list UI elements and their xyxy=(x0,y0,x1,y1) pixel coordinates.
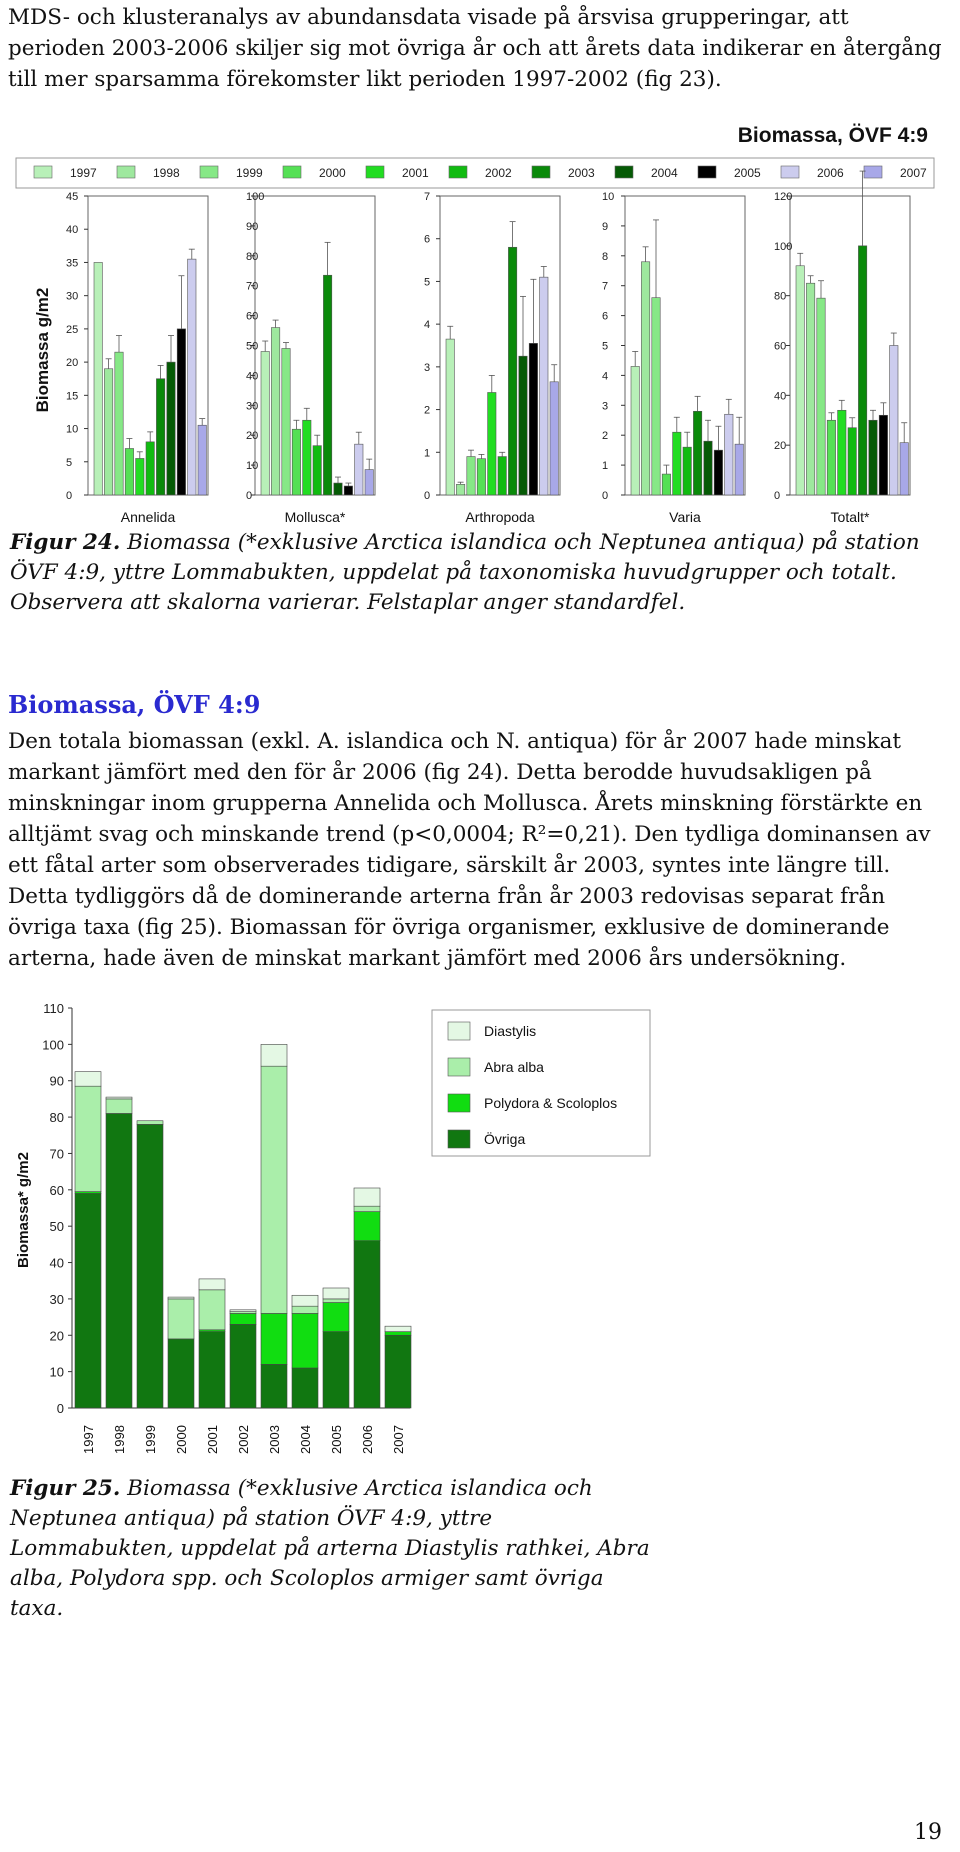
bar xyxy=(313,446,321,495)
bar xyxy=(167,362,175,495)
legend-label: 1997 xyxy=(70,166,97,180)
bar xyxy=(477,459,485,495)
y-tick-label: 5 xyxy=(66,456,73,469)
bar-segment xyxy=(385,1326,411,1331)
bar xyxy=(303,420,311,495)
y-tick-label: 9 xyxy=(602,220,609,233)
bar xyxy=(292,429,300,495)
bar xyxy=(827,420,835,495)
panel-label: Mollusca* xyxy=(284,509,346,525)
bar-segment xyxy=(385,1332,411,1336)
bar xyxy=(355,444,363,495)
y-tick-label: 25 xyxy=(66,323,79,336)
x-tick-label: 2005 xyxy=(329,1425,344,1454)
bar xyxy=(540,277,548,495)
legend-label: 2003 xyxy=(568,166,595,180)
legend-label: Abra alba xyxy=(484,1059,544,1075)
y-tick-label: 20 xyxy=(49,1328,64,1344)
bar xyxy=(323,275,331,495)
bar xyxy=(796,266,804,495)
legend-swatch xyxy=(283,166,301,178)
bar-segment xyxy=(292,1368,318,1408)
bar-segment xyxy=(168,1339,194,1408)
legend-swatch xyxy=(448,1094,470,1112)
y-tick-label: 1 xyxy=(424,447,431,460)
bar xyxy=(652,298,660,495)
bar-segment xyxy=(199,1290,225,1330)
x-tick-label: 2006 xyxy=(360,1425,375,1454)
y-tick-label: 90 xyxy=(49,1073,64,1089)
y-tick-label: 80 xyxy=(246,250,259,263)
x-tick-label: 2003 xyxy=(267,1425,282,1454)
x-tick-label: 1997 xyxy=(81,1425,96,1454)
bar-segment xyxy=(230,1313,256,1324)
bar-segment xyxy=(199,1332,225,1408)
y-tick-label: 3 xyxy=(424,361,431,374)
bar xyxy=(693,411,701,495)
y-tick-label: 70 xyxy=(49,1146,64,1162)
bar xyxy=(446,339,454,495)
y-tick-label: 30 xyxy=(66,290,79,303)
bar-segment xyxy=(168,1299,194,1339)
y-tick-label: 0 xyxy=(602,490,609,502)
y-tick-label: 100 xyxy=(774,240,793,253)
y-tick-label: 10 xyxy=(66,423,79,436)
legend-label: 2002 xyxy=(485,166,512,180)
y-tick-label: 4 xyxy=(424,319,431,332)
bar xyxy=(125,448,133,495)
bar xyxy=(156,379,164,495)
y-tick-label: 40 xyxy=(774,390,787,403)
bar-segment xyxy=(75,1086,101,1191)
page-number: 19 xyxy=(914,1820,942,1845)
y-tick-label: 10 xyxy=(602,191,615,203)
bar xyxy=(271,328,279,495)
bar-segment xyxy=(323,1303,349,1332)
section-heading: Biomassa, ÖVF 4:9 xyxy=(8,690,261,719)
bar xyxy=(879,415,887,495)
bar xyxy=(498,457,506,495)
y-tick-label: 100 xyxy=(246,191,265,203)
figure-25-chart xyxy=(0,1000,960,1480)
y-tick-label: 2 xyxy=(602,430,609,443)
y-tick-label: 30 xyxy=(49,1291,64,1307)
y-tick-label: 15 xyxy=(66,390,79,403)
bar xyxy=(683,447,691,495)
bar xyxy=(858,246,866,495)
bar-segment xyxy=(292,1306,318,1313)
bar xyxy=(869,420,877,495)
bar xyxy=(467,457,475,495)
bar-segment xyxy=(261,1364,287,1408)
panel-mollusca xyxy=(246,191,375,525)
panel-label: Annelida xyxy=(120,509,176,525)
figure-25-caption-text: Biomassa (*exklusive Arctica islandica och Neptunea antiqua) på station ÖVF 4:9, yttre Lommabukten, uppdelat på arterna Diastylis rathkei, Abra alba, Polydora spp. och Scoloplos armiger samt övriga taxa. xyxy=(10,1476,650,1621)
legend xyxy=(432,1010,650,1156)
x-tick-label: 2004 xyxy=(298,1425,313,1454)
bar xyxy=(508,247,516,495)
bar xyxy=(529,343,537,495)
legend-label: 2004 xyxy=(651,166,678,180)
bar-segment xyxy=(106,1113,132,1408)
bar xyxy=(519,356,527,495)
legend-swatch xyxy=(34,166,52,178)
bar xyxy=(848,428,856,495)
legend-swatch xyxy=(615,166,633,178)
y-tick-label: 6 xyxy=(602,310,609,323)
y-tick-label: 0 xyxy=(774,490,781,502)
y-axis-label: Biomassa g/m2 xyxy=(33,287,52,413)
legend-label: Diastylis xyxy=(484,1023,537,1039)
y-tick-label: 20 xyxy=(66,357,79,370)
bar xyxy=(365,470,373,495)
bar xyxy=(282,348,290,495)
bar xyxy=(550,382,558,495)
bar-segment xyxy=(292,1313,318,1368)
bar xyxy=(136,458,144,495)
panel-label: Totalt* xyxy=(830,509,870,525)
legend-label: Polydora & Scoloplos xyxy=(484,1095,618,1111)
y-tick-label: 0 xyxy=(424,490,431,502)
bar xyxy=(334,483,342,495)
y-tick-label: 90 xyxy=(246,220,259,233)
y-tick-label: 80 xyxy=(774,290,787,303)
y-axis-label: Biomassa* g/m2 xyxy=(15,1152,32,1268)
bar xyxy=(344,486,352,495)
y-tick-label: 70 xyxy=(246,280,259,293)
bar-segment xyxy=(261,1313,287,1364)
y-tick-label: 50 xyxy=(49,1219,64,1235)
legend-swatch xyxy=(117,166,135,178)
y-tick-label: 60 xyxy=(246,310,259,323)
x-tick-label: 2007 xyxy=(391,1425,406,1454)
y-tick-label: 5 xyxy=(424,276,431,289)
y-tick-label: 60 xyxy=(774,340,787,353)
bar-segment xyxy=(106,1097,132,1099)
bar xyxy=(714,450,722,495)
legend-label: Övriga xyxy=(484,1131,526,1147)
bar xyxy=(900,443,908,495)
x-tick-label: 2001 xyxy=(205,1425,220,1454)
y-tick-label: 45 xyxy=(66,191,79,203)
legend-swatch xyxy=(448,1130,470,1148)
bar xyxy=(673,432,681,495)
y-tick-label: 3 xyxy=(602,400,609,413)
bar-segment xyxy=(354,1241,380,1408)
y-tick-label: 40 xyxy=(66,224,79,237)
y-tick-label: 5 xyxy=(602,340,609,353)
legend-swatch xyxy=(200,166,218,178)
figure-25-caption-label: Figur 25. xyxy=(10,1476,121,1501)
bar-segment xyxy=(199,1279,225,1290)
y-tick-label: 40 xyxy=(49,1255,64,1271)
figure-25-caption xyxy=(10,1474,650,1624)
y-tick-label: 0 xyxy=(66,490,73,502)
bar xyxy=(838,410,846,495)
y-tick-label: 8 xyxy=(602,250,609,263)
legend-swatch xyxy=(448,1022,470,1040)
bar-segment xyxy=(354,1188,380,1206)
bar-segment xyxy=(354,1206,380,1211)
legend-swatch xyxy=(448,1058,470,1076)
bar-segment xyxy=(230,1324,256,1408)
panel-annelida xyxy=(66,191,208,525)
y-tick-label: 120 xyxy=(774,191,793,203)
y-tick-label: 6 xyxy=(424,233,431,246)
bar xyxy=(641,262,649,495)
y-tick-label: 20 xyxy=(774,440,787,453)
y-tick-label: 1 xyxy=(602,460,609,473)
y-tick-label: 10 xyxy=(49,1364,64,1380)
bar xyxy=(94,262,102,495)
legend-swatch xyxy=(532,166,550,178)
y-tick-label: 20 xyxy=(246,430,259,443)
chart-title: Biomassa, ÖVF 4:9 xyxy=(737,124,928,147)
bar xyxy=(817,298,825,495)
y-tick-label: 60 xyxy=(49,1182,64,1198)
figure-24-caption xyxy=(10,528,940,618)
bar xyxy=(177,329,185,495)
bar-segment xyxy=(230,1310,256,1312)
bar xyxy=(456,484,464,495)
bar-segment xyxy=(168,1297,194,1299)
y-tick-label: 40 xyxy=(246,370,259,383)
legend-swatch xyxy=(864,166,882,178)
x-tick-label: 2002 xyxy=(236,1425,251,1454)
y-tick-label: 7 xyxy=(424,191,431,203)
bar xyxy=(662,474,670,495)
bar xyxy=(198,425,206,495)
y-tick-label: 7 xyxy=(602,280,609,293)
y-tick-label: 0 xyxy=(56,1401,64,1416)
legend-label: 1999 xyxy=(236,166,263,180)
y-tick-label: 35 xyxy=(66,257,79,270)
y-tick-label: 10 xyxy=(246,460,259,473)
bar xyxy=(890,346,898,496)
panel-label: Varia xyxy=(669,509,701,525)
legend-label: 1998 xyxy=(153,166,180,180)
bar-segment xyxy=(75,1193,101,1408)
x-tick-label: 2000 xyxy=(174,1425,189,1454)
bar-segment xyxy=(106,1099,132,1114)
y-tick-label: 30 xyxy=(246,400,259,413)
bar xyxy=(631,366,639,495)
bar xyxy=(115,352,123,495)
y-tick-label: 4 xyxy=(602,370,609,383)
figure-24-caption-text: Biomassa (*exklusive Arctica islandica och Neptunea antiqua) på station ÖVF 4:9, yttre Lommabukten, uppdelat på taxonomiska huvudgrupper och totalt. Observera att skalorna varierar. Felstaplar anger standardfel. xyxy=(10,530,920,615)
legend-label: 2006 xyxy=(817,166,844,180)
legend-swatch xyxy=(698,166,716,178)
legend-label: 2007 xyxy=(900,166,927,180)
bar xyxy=(704,441,712,495)
y-tick-label: 2 xyxy=(424,404,431,417)
y-tick-label: 0 xyxy=(246,490,253,502)
bar xyxy=(725,414,733,495)
legend-label: 2000 xyxy=(319,166,346,180)
panel-totalt xyxy=(774,171,910,525)
legend-swatch xyxy=(781,166,799,178)
bar-segment xyxy=(137,1124,163,1408)
bar-segment xyxy=(261,1066,287,1313)
y-tick-label: 100 xyxy=(42,1037,64,1053)
x-tick-label: 1998 xyxy=(112,1425,127,1454)
panel-varia xyxy=(602,191,745,525)
bar xyxy=(261,351,269,495)
bar-segment xyxy=(323,1332,349,1408)
legend xyxy=(16,158,934,188)
intro-paragraph: MDS- och klusteranalys av abundansdata visade på årsvisa grupperingar, att perioden 2003-2006 skiljer sig mot övriga år och att årets data indikerar en återgång till mer sparsamma förekomster likt perioden 1997-2002 (fig 23). xyxy=(8,5,942,92)
bar-segment xyxy=(354,1212,380,1241)
legend-swatch xyxy=(449,166,467,178)
bar xyxy=(488,392,496,495)
bar xyxy=(188,259,196,495)
legend-swatch xyxy=(366,166,384,178)
x-tick-label: 1999 xyxy=(143,1425,158,1454)
bar-segment xyxy=(385,1335,411,1408)
figure-24-caption-label: Figur 24. xyxy=(10,530,121,555)
panel-label: Arthropoda xyxy=(465,509,535,525)
y-tick-label: 50 xyxy=(246,340,259,353)
body-paragraph: Den totala biomassan (exkl. A. islandica och N. antiqua) för år 2007 hade minskat markant jämfört med den för år 2006 (fig 24). Detta berodde huvudsakligen på minskningar inom grupperna Annelida och Mollusca. Årets minskning förstärkte en alltjämt svag och minskande trend (p<0,0004; R²=0,21). Den tydliga dominansen av ett fåtal arter som observerades tidigare, särskilt år 2003, syntes inte längre till. Detta tydliggörs då de dominerande arterna från år 2003 redovisas separat från övriga taxa (fig 25). Biomassan för övriga organismer, exklusive de dominerande arterna, hade även de minskat markant jämfört med 2006 års undersökning. xyxy=(8,729,931,971)
legend-label: 2005 xyxy=(734,166,761,180)
bar xyxy=(104,369,112,495)
y-tick-label: 110 xyxy=(43,1001,64,1016)
bar-segment xyxy=(292,1295,318,1306)
bar-segment xyxy=(137,1121,163,1125)
bar-segment xyxy=(323,1299,349,1303)
y-tick-label: 80 xyxy=(49,1110,64,1126)
panel-arthropoda xyxy=(424,191,560,525)
bar xyxy=(735,444,743,495)
bar-segment xyxy=(323,1288,349,1299)
bar-segment xyxy=(75,1072,101,1087)
bar-segment xyxy=(261,1044,287,1066)
bar xyxy=(146,442,154,495)
legend-label: 2001 xyxy=(402,166,429,180)
bar xyxy=(806,283,814,495)
